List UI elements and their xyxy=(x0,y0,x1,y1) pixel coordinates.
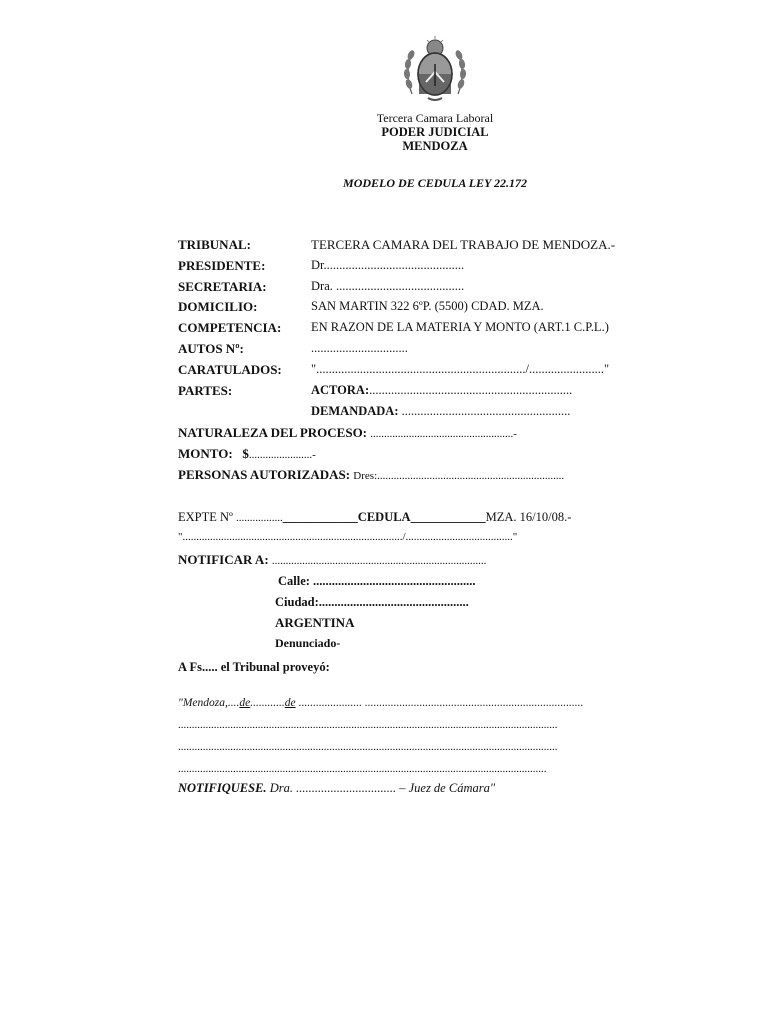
tribunal-label: TRIBUNAL: xyxy=(178,237,251,252)
expte-date: MZA. 16/10/08.- xyxy=(485,510,572,524)
actora-row xyxy=(311,383,572,398)
notifiquese-line xyxy=(178,781,495,801)
monto-label: MONTO: xyxy=(178,446,233,461)
notifiquese-signer: Dra. ................................ xyxy=(266,781,400,795)
demandada-label: DEMANDADA: xyxy=(311,404,399,418)
proveyo-line-4: ...................................................................................................................................... xyxy=(178,763,547,775)
proveyo-line-2: .......................................................................................................................................... xyxy=(178,719,558,731)
city-heading: MENDOZA xyxy=(402,139,468,153)
actora-value: ................................................................. xyxy=(369,383,573,397)
notificar-label: NOTIFICAR A: xyxy=(178,552,269,567)
coat-of-arms-seal xyxy=(400,34,470,104)
proveyo-line-1 xyxy=(178,697,583,717)
presidente-label: PRESIDENTE: xyxy=(178,258,266,273)
cedula-label: CEDULA xyxy=(357,510,411,524)
expte-dots: ................. xyxy=(236,512,283,524)
proveyo-label: A Fs..... el Tribunal proveyó: xyxy=(178,660,330,674)
naturaleza-value: ....................................................- xyxy=(370,428,517,440)
autos-value: ............................... xyxy=(311,341,408,355)
actora-label: ACTORA: xyxy=(311,383,370,397)
ciudad-line: Ciudad:................................................ xyxy=(275,595,469,609)
tribunal-value: TERCERA CAMARA DEL TRABAJO DE MENDOZA.- xyxy=(311,237,616,252)
expte-label: EXPTE Nº xyxy=(178,510,233,524)
secretaria-label: SECRETARIA: xyxy=(178,279,267,294)
partes-label: PARTES: xyxy=(178,383,233,398)
personas-value: Dres:.................................................................... xyxy=(353,470,565,482)
naturaleza-label: NATURALEZA DEL PROCESO: xyxy=(178,425,368,440)
proveyo-de-2: de xyxy=(284,697,296,709)
expte-caratula-line: "................................................................................/......................................." xyxy=(178,531,518,543)
expte-blank-1: ____________ xyxy=(282,510,358,524)
presidente-value: Dr............................................. xyxy=(311,258,465,272)
pais-line: ARGENTINA xyxy=(275,615,355,630)
caratulados-label: CARATULADOS: xyxy=(178,362,282,377)
expte-row xyxy=(178,510,571,530)
judicial-power-heading: PODER JUDICIAL xyxy=(381,125,489,139)
competencia-value: EN RAZON DE LA MATERIA Y MONTO (ART.1 C.P.L.) xyxy=(311,320,609,334)
notifiquese-title: – Juez de Cámara" xyxy=(399,781,496,795)
proveyo-dots-2: ...................... ............................................................................ xyxy=(295,697,584,709)
proveyo-dots-1: ............ xyxy=(250,697,285,709)
monto-row xyxy=(178,446,316,466)
demandada-value: ...................................................... xyxy=(401,404,571,418)
domicilio-label: DOMICILIO: xyxy=(178,299,258,314)
competencia-label: COMPETENCIA: xyxy=(178,320,282,335)
proveyo-mendoza: "Mendoza,.... xyxy=(178,697,240,709)
autos-label: AUTOS Nº: xyxy=(178,341,244,356)
denunciado-line: Denunciado- xyxy=(275,636,341,650)
calle-line: Calle: .................................................... xyxy=(278,574,476,588)
domicilio-value: SAN MARTIN 322 6ºP. (5500) CDAD. MZA. xyxy=(311,299,544,313)
caratulados-value: ".................................................................../........................" xyxy=(311,362,610,376)
naturaleza-row xyxy=(178,425,517,445)
document-title: MODELO DE CEDULA LEY 22.172 xyxy=(343,176,527,190)
expte-blank-2: ____________ xyxy=(410,510,486,524)
monto-value: .......................- xyxy=(248,449,316,461)
personas-row xyxy=(178,467,564,487)
personas-label: PERSONAS AUTORIZADAS: xyxy=(178,467,351,482)
notificar-row xyxy=(178,552,486,572)
secretaria-value: Dra. ......................................... xyxy=(311,279,465,293)
notificar-dots: .............................................................................. xyxy=(271,555,487,567)
proveyo-line-3: .......................................................................................................................................... xyxy=(178,741,558,753)
monto-symbol: $ xyxy=(242,446,249,461)
demandada-row xyxy=(311,404,570,419)
proveyo-de-1: de xyxy=(239,697,251,709)
notifiquese-label: NOTIFIQUESE. xyxy=(178,781,267,795)
court-name: Tercera Camara Laboral xyxy=(376,111,494,125)
